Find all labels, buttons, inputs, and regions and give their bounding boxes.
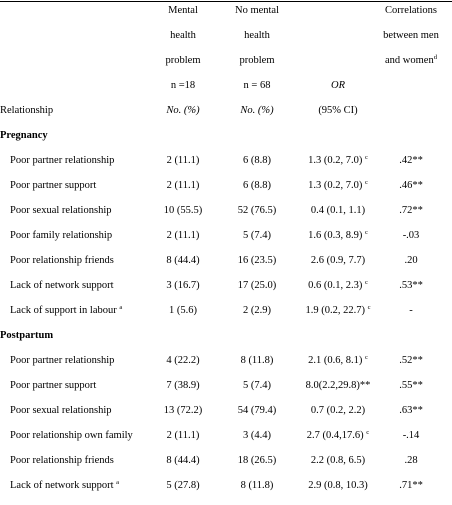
row-label [10,204,111,217]
cell-corr-text: .42** [399,155,423,166]
header-nomental-line3: problem [239,55,275,66]
row-label-text: Lack of network support [10,480,114,491]
cell-corr-text: .55** [399,380,423,391]
cell-nomental-text: 17 (25.0) [237,280,277,291]
row-label [10,154,114,167]
cell-mental [148,379,218,392]
row-label [10,304,122,317]
cell-mental [148,404,218,417]
header-mental-line2: health [170,30,196,41]
header-nomental-line2: health [244,30,270,41]
cell-nomental-text: 18 (26.5) [237,455,277,466]
row-label-text: Poor partner support [10,180,97,191]
cell-mental-text: 2 (11.1) [166,430,200,441]
cell-corr-text: .28 [404,455,418,466]
cell-mental [148,229,218,242]
cell-corr [367,304,452,317]
row-label-footnote: a [119,304,123,311]
cell-nomental-text: 6 (8.8) [243,155,271,166]
row-label [10,379,96,392]
cell-corr [370,279,452,292]
header-nomental-unit: No. (%) [240,105,274,116]
header-mental-line1: Mental [168,5,198,16]
cell-mental-text: 13 (72.2) [163,405,203,416]
cell-nomental-text: 3 (4.4) [243,430,271,441]
cell-or-text: 8.0(2.2,29.8)** [305,380,371,391]
cell-corr [370,429,452,442]
cell-or [300,254,376,267]
cell-corr [370,454,452,467]
cell-mental [148,429,218,442]
cell-nomental [222,454,292,467]
header-corr-text: and women [385,55,434,66]
cell-mental [148,254,218,267]
cell-corr-text: .71** [399,480,423,491]
header-corr-footnote: d [433,54,437,61]
cell-nomental [222,154,292,167]
row-label-text: Poor sexual relationship [10,205,112,216]
cell-nomental [222,354,292,367]
row-label [10,229,112,242]
cell-or-text: 0.6 (0.1, 2.3) [308,280,363,291]
cell-nomental [222,204,292,217]
cell-mental-text: 3 (16.7) [166,280,200,291]
cell-corr-text: -.14 [402,430,420,441]
cell-mental-text: 8 (44.4) [166,455,200,466]
table-top-rule [0,1,452,2]
cell-corr [370,229,452,242]
cell-nomental [222,254,292,267]
cell-or [300,354,376,367]
cell-corr [370,154,452,167]
row-label [10,254,114,267]
or-footnote: c [364,354,368,361]
row-label [10,479,119,492]
cell-corr [370,404,452,417]
cell-nomental-text: 52 (76.5) [237,205,277,216]
cell-nomental [222,279,292,292]
row-label-text: Poor family relationship [10,230,113,241]
cell-or-text: 0.7 (0.2, 2.2) [310,405,366,416]
cell-nomental-text: 8 (11.8) [240,355,274,366]
cell-or-text: 2.2 (0.8, 6.5) [310,455,366,466]
cell-mental [148,454,218,467]
header-corr-line2: between men [383,30,439,41]
row-label-footnote: a [116,479,120,486]
or-footnote: c [364,279,368,286]
cell-or-text: 2.7 (0.4,17.6) [306,430,364,441]
or-footnote: c [366,429,370,436]
cell-or-text: 2.1 (0.6, 8.1) [308,355,363,366]
cell-corr-text: .72** [399,205,423,216]
header-corr-line3 [370,54,452,67]
header-corr-line1: Correlations [385,5,437,16]
cell-corr-text: .20 [404,255,418,266]
cell-nomental [222,304,292,317]
cell-mental-text: 7 (38.9) [166,380,200,391]
cell-mental [148,354,218,367]
cell-nomental [222,379,292,392]
cell-or [300,229,376,242]
header-mental-unit: No. (%) [166,105,200,116]
row-label [10,279,114,292]
cell-corr-text: - [409,305,413,316]
row-label-text: Poor sexual relationship [10,405,112,416]
cell-nomental-text: 6 (8.8) [243,180,271,191]
row-label [10,404,111,417]
row-label-text: Poor relationship friends [10,455,114,466]
cell-or [300,379,376,392]
cell-or [300,429,376,442]
header-mental-n: n =18 [170,80,196,91]
cell-or-text: 1.3 (0.2, 7.0) [308,180,363,191]
cell-mental-text: 2 (11.1) [166,180,200,191]
header-nomental-line1: No mental [234,5,280,16]
section-title: Pregnancy [0,130,48,141]
cell-mental [148,279,218,292]
cell-or [300,404,376,417]
cell-mental-text: 4 (22.2) [166,355,200,366]
cell-or-text: 1.3 (0.2, 7.0) [308,155,363,166]
cell-or-text: 1.6 (0.3, 8.9) [308,230,363,241]
header-relationship: Relationship [0,105,54,116]
cell-corr-text: .63** [399,405,423,416]
cell-or [300,179,376,192]
cell-nomental-text: 54 (79.4) [237,405,277,416]
cell-nomental [222,429,292,442]
cell-or-text: 0.4 (0.1, 1.1) [310,205,366,216]
cell-nomental-text: 5 (7.4) [243,380,271,391]
cell-mental-text: 5 (27.8) [166,480,200,491]
header-mental-line3: problem [165,55,201,66]
header-nomental-n: n = 68 [243,80,271,91]
cell-corr [370,479,452,492]
row-label-text: Poor partner support [10,380,97,391]
cell-corr-text: -.03 [402,230,420,241]
cell-mental-text: 8 (44.4) [166,255,200,266]
cell-mental-text: 2 (11.1) [166,230,200,241]
row-label-text: Lack of network support [10,280,114,291]
header-or: OR [331,80,345,91]
row-label [10,354,114,367]
cell-or [300,279,376,292]
row-label-text: Poor partner relationship [10,155,115,166]
cell-corr [370,254,452,267]
cell-or-text: 1.9 (0.2, 22.7) [305,305,365,316]
row-label [10,454,114,467]
or-footnote: c [364,154,368,161]
cell-corr [370,379,452,392]
cell-or [300,154,376,167]
row-label-text: Lack of support in labour [10,305,117,316]
cell-nomental [222,479,292,492]
row-label [10,179,96,192]
cell-corr [370,204,452,217]
cell-mental [148,179,218,192]
or-footnote: c [364,229,368,236]
cell-corr-text: .46** [399,180,423,191]
row-label-text: Poor partner relationship [10,355,115,366]
cell-or-text: 2.9 (0.8, 10.3) [308,480,368,491]
cell-nomental-text: 16 (23.5) [237,255,277,266]
cell-corr-text: .53** [399,280,423,291]
cell-nomental-text: 8 (11.8) [240,480,274,491]
cell-nomental-text: 5 (7.4) [243,230,271,241]
cell-mental [148,204,218,217]
or-footnote: c [367,304,371,311]
cell-or [300,479,376,492]
cell-mental [148,479,218,492]
cell-mental [148,304,218,317]
cell-or [300,454,376,467]
cell-mental-text: 1 (5.6) [169,305,197,316]
cell-nomental [222,404,292,417]
row-label [10,429,133,442]
header-or-ci: (95% CI) [318,105,358,116]
cell-or-text: 2.6 (0.9, 7.7) [310,255,366,266]
cell-corr [370,179,452,192]
row-label-text: Poor relationship friends [10,255,114,266]
cell-corr [370,354,452,367]
cell-mental-text: 2 (11.1) [166,155,200,166]
cell-mental-text: 10 (55.5) [163,205,203,216]
cell-nomental [222,229,292,242]
cell-or [300,204,376,217]
cell-nomental-text: 2 (2.9) [243,305,271,316]
row-label-text: Poor relationship own family [10,430,133,441]
cell-mental [148,154,218,167]
cell-nomental [222,179,292,192]
cell-corr-text: .52** [399,355,423,366]
cell-or [300,304,376,317]
section-title: Postpartum [0,330,54,341]
or-footnote: c [364,179,368,186]
